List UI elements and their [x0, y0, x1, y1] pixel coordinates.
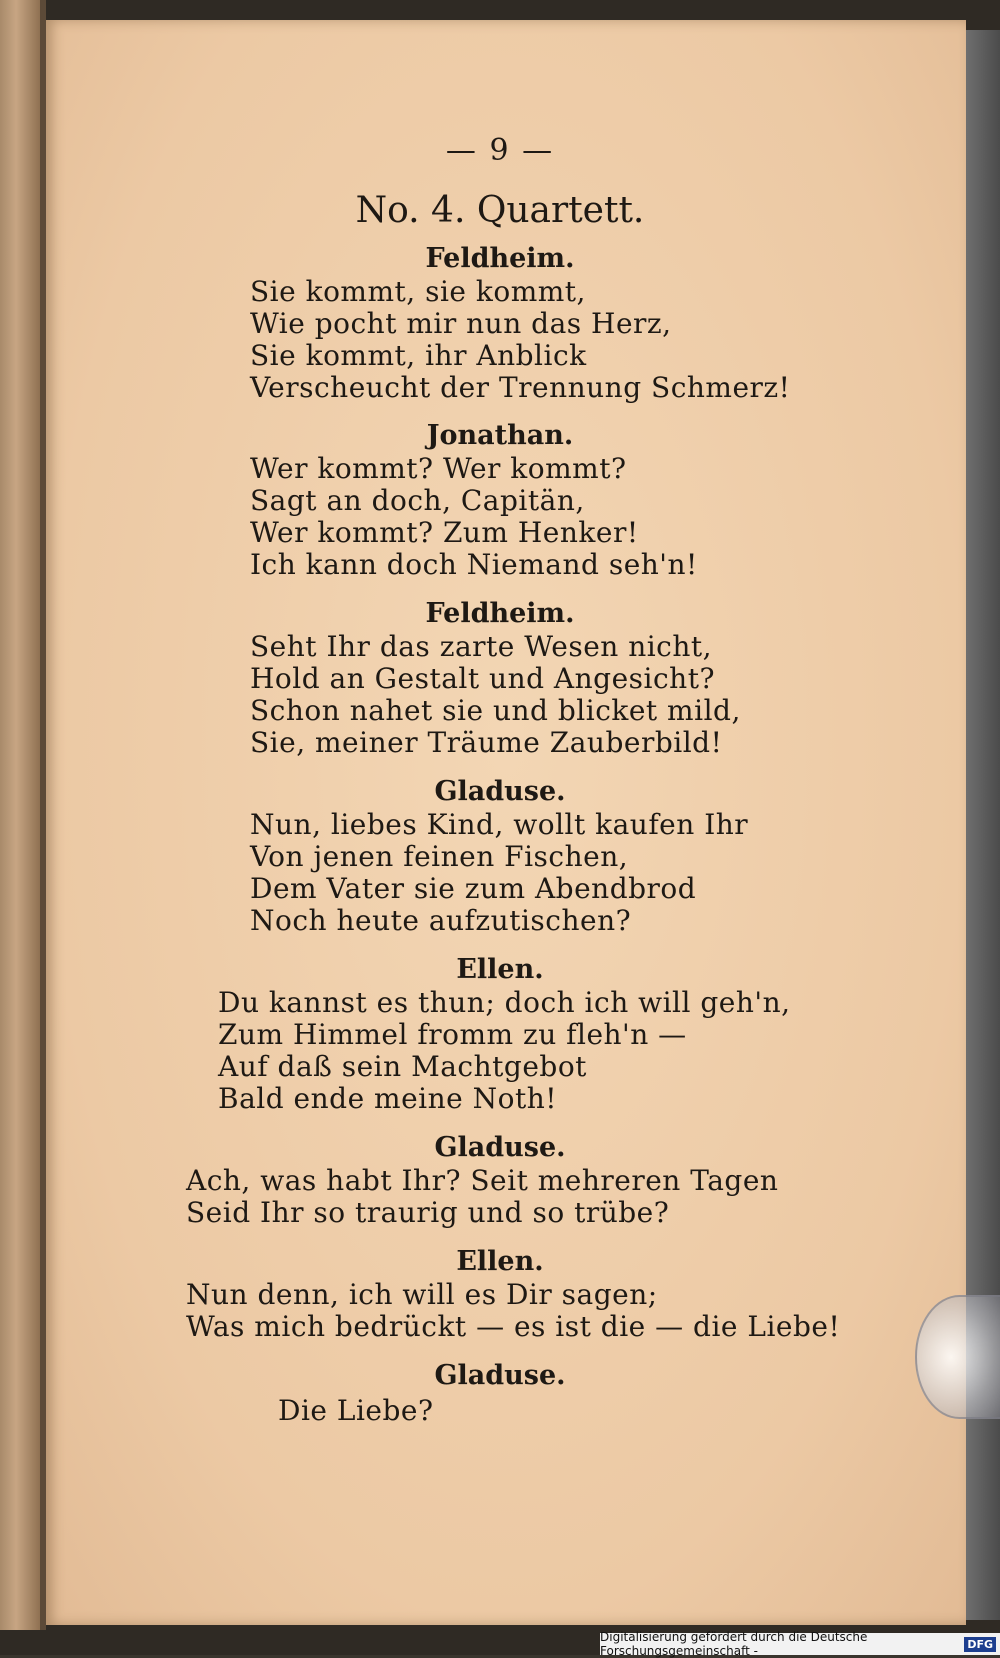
- verse-line: Was mich bedrückt — es ist die — die Liebe!: [186, 1310, 841, 1343]
- verse-line: Von jenen feinen Fischen,: [250, 840, 629, 873]
- verse-line: Sie kommt, sie kommt,: [250, 275, 586, 308]
- verse-line: Ach, was habt Ihr? Seit mehreren Tagen: [186, 1164, 779, 1197]
- verse-line: Noch heute aufzutischen?: [250, 904, 632, 937]
- page-number: — 9 —: [445, 133, 555, 168]
- verse-line: Wer kommt? Wer kommt?: [250, 452, 627, 485]
- verse-line: Seid Ihr so traurig und so trübe?: [186, 1196, 670, 1229]
- verse-line: Sie, meiner Träume Zauberbild!: [250, 726, 723, 759]
- verse-line: Wie pocht mir nun das Herz,: [250, 307, 672, 340]
- dfg-logo: DFG: [964, 1637, 996, 1652]
- verse-line: Du kannst es thun; doch ich will geh'n,: [218, 986, 791, 1019]
- verse-line: Verscheucht der Trennung Schmerz!: [250, 371, 791, 404]
- speaker-name: Gladuse.: [434, 1132, 566, 1163]
- speaker-name: Jonathan.: [426, 420, 574, 451]
- speaker-name: Gladuse.: [434, 1360, 566, 1391]
- verse-line: Seht Ihr das zarte Wesen nicht,: [250, 630, 713, 663]
- verse-line: Ich kann doch Niemand seh'n!: [250, 548, 698, 581]
- verse-line: Hold an Gestalt und Angesicht?: [250, 662, 715, 695]
- verse-line: Schon nahet sie und blicket mild,: [250, 694, 741, 727]
- speaker-name: Gladuse.: [434, 776, 566, 807]
- verse-line: Auf daß sein Machtgebot: [218, 1050, 587, 1083]
- speaker-name: Feldheim.: [425, 243, 575, 274]
- speaker-name: Ellen.: [456, 1246, 544, 1277]
- speaker-name: Ellen.: [456, 954, 544, 985]
- verse-line: Sagt an doch, Capitän,: [250, 484, 585, 517]
- verse-line: Sie kommt, ihr Anblick: [250, 339, 587, 372]
- verse-line: Zum Himmel fromm zu fleh'n —: [218, 1018, 687, 1051]
- verse-line: Nun, liebes Kind, wollt kaufen Ihr: [250, 808, 749, 841]
- verse-line: Nun denn, ich will es Dir sagen;: [186, 1278, 658, 1311]
- verse-line: Die Liebe?: [278, 1394, 434, 1427]
- verse-line: Dem Vater sie zum Abendbrod: [250, 872, 697, 905]
- footer-text: Digitalisierung gefördert durch die Deutsche Forschungsgemeinschaft -: [600, 1630, 868, 1658]
- page-title: No. 4. Quartett.: [355, 190, 645, 231]
- verse-line: Wer kommt? Zum Henker!: [250, 516, 639, 549]
- verse-line: Bald ende meine Noth!: [218, 1082, 558, 1115]
- speaker-name: Feldheim.: [425, 598, 575, 629]
- digitization-footer: [600, 1630, 1000, 1658]
